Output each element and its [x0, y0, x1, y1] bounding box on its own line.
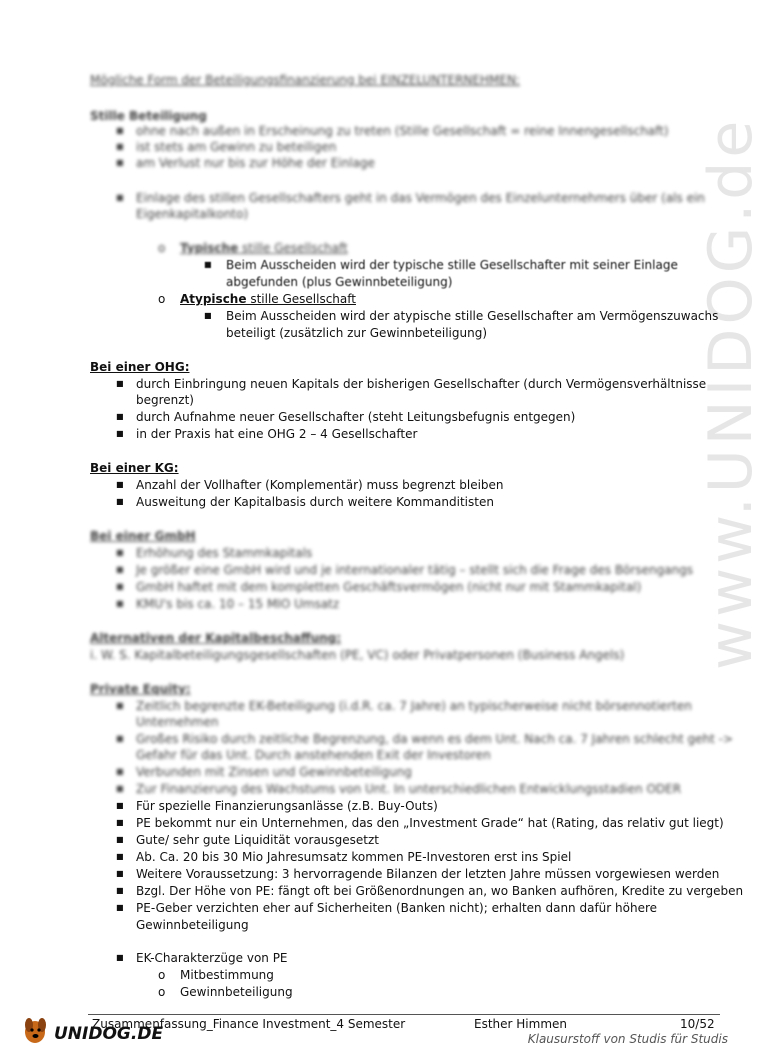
heading-top: Mögliche Form der Beteiligungsfinanzierung bei EINZELUNTERNEHMEN:	[90, 73, 520, 87]
stille-item: ohne nach außen in Erscheinung zu treten (Stille Gesellschaft = reine Innengesellschaft)	[136, 124, 669, 138]
bullet: ■	[116, 582, 124, 591]
pe-item: Für spezielle Finanzierungsanlässe (z.B. Buy-Outs)	[136, 799, 438, 813]
gmbh-item: KMU's bis ca. 10 – 15 MIO Umsatz	[136, 597, 340, 611]
bullet: ■	[116, 497, 124, 506]
bullet: ■	[116, 412, 124, 421]
pe-ek: EK-Charakterzüge von PE	[136, 951, 288, 965]
footer-doc: Zusammenfassung_Finance Investment_4 Semester	[92, 1017, 406, 1031]
atyp-sub-line: Beim Ausscheiden wird der atypische stille Gesellschafter am Vermögenszuwachs	[226, 309, 719, 323]
bullet: ■	[116, 734, 124, 743]
atyp-rest: stille Gesellschaft	[246, 292, 356, 306]
square-bullet: ■	[204, 311, 212, 320]
pe-item: Ab. Ca. 20 bis 30 Mio Jahresumsatz kommen PE-Investoren erst ins Spiel	[136, 850, 572, 864]
pe-item: PE bekommt nur ein Unternehmen, das den „Investment Grade“ hat (Rating, das relativ gut liegt)	[136, 816, 724, 830]
alternativen-title: Alternativen der Kapitalbeschaffung:	[90, 631, 342, 645]
watermark: www.UNIDOG.de	[696, 116, 766, 670]
atyp-bold: Atypische	[180, 292, 247, 306]
pe-item: Gewinnbeteiligung	[136, 918, 249, 932]
pe-blurred-item: Zeitlich begrenzte EK-Beteiligung (i.d.R. ca. 7 Jahre) an typischerweise nicht börsennotierten	[136, 699, 692, 713]
bullet: ■	[116, 429, 124, 438]
ohg-item: durch Aufnahme neuer Gesellschafter (steht Leitungsbefugnis entgegen)	[136, 410, 576, 424]
gmbh-item: GmbH haftet mit dem kompletten Geschäftsvermögen (nicht nur mit Stammkapital)	[136, 580, 642, 594]
kg-item: Ausweitung der Kapitalbasis durch weitere Kommanditisten	[136, 495, 494, 509]
stille-item: am Verlust nur bis zur Höhe der Einlage	[136, 156, 375, 170]
bullet: ■	[116, 701, 124, 710]
bullet: ■	[116, 565, 124, 574]
typ-line	[180, 240, 348, 256]
bullet: ■	[116, 869, 124, 878]
footer-divider	[88, 1014, 720, 1015]
pe-ek-sub: Mitbestimmung	[180, 968, 274, 982]
bullet: ■	[116, 801, 124, 810]
typ-sub-line: Beim Ausscheiden wird der typische stille Gesellschafter mit seiner Einlage	[226, 258, 678, 272]
bullet: ■	[116, 767, 124, 776]
typ-rest: stille Gesellschaft	[238, 241, 348, 255]
gmbh-title: Bei einer GmbH	[90, 529, 196, 543]
pe-item: Gute/ sehr gute Liquidität vorausgesetzt	[136, 833, 379, 847]
bullet: ■	[116, 548, 124, 557]
pe-blurred-item: Großes Risiko durch zeitliche Begrenzung, da wenn es dem Unt. Nach ca. 7 Jahren schlecht geht ->	[136, 732, 734, 746]
pe-ek-sub: Gewinnbeteiligung	[180, 985, 293, 999]
atyp-sub-line: beteiligt (zusätzlich zur Gewinnbeteiligung)	[226, 326, 488, 340]
circle-bullet: o	[158, 968, 166, 982]
circle-bullet: o	[158, 241, 166, 255]
bullet: ■	[116, 818, 124, 827]
bullet: ■	[116, 158, 124, 167]
bullet: ■	[116, 599, 124, 608]
typ-bold: Typische	[180, 241, 239, 255]
pe-item: PE-Geber verzichten eher auf Sicherheiten (Banken nicht); erhalten dann dafür höhere	[136, 901, 658, 915]
footer-slogan: Klausurstoff von Studis für Studis	[527, 1032, 728, 1046]
pe-item: Weitere Voraussetzung: 3 hervorragende Bilanzen der letzten Jahre müssen vorgewiesen werden	[136, 867, 720, 881]
bullet: ■	[116, 953, 124, 962]
pe-blurred-item: Unternehmen	[136, 715, 219, 729]
typ-sub-line: abgefunden (plus Gewinnbeteiligung)	[226, 275, 453, 289]
bullet: ■	[116, 903, 124, 912]
ohg-item: in der Praxis hat eine OHG 2 – 4 Gesellschafter	[136, 427, 418, 441]
bullet: ■	[116, 142, 124, 151]
bullet: ■	[116, 379, 124, 388]
ohg-item: begrenzt)	[136, 393, 194, 407]
circle-bullet: o	[158, 985, 166, 999]
pe-blurred-item: Verbunden mit Zinsen und Gewinnbeteiligung	[136, 765, 412, 779]
pe-item: Bzgl. Der Höhe von PE: fängt oft bei Größenordnungen an, wo Banken aufhören, Kredite zu vergeben	[136, 884, 744, 898]
bullet: ■	[116, 784, 124, 793]
ohg-item: durch Einbringung neuen Kapitals der bisherigen Gesellschafter (durch Vermögensverhältnisse	[136, 377, 707, 391]
logo-text: UNIDOG.DE	[54, 1024, 164, 1044]
ohg-title: Bei einer OHG:	[90, 360, 190, 374]
pe-blurred-item: Gefahr für das Unt. Durch anstehenden Exit der Investoren	[136, 748, 491, 762]
square-bullet: ■	[204, 260, 212, 269]
stille-title: Stille Beteiligung	[90, 109, 207, 123]
kg-item: Anzahl der Vollhafter (Komplementär) muss begrenzt bleiben	[136, 478, 504, 492]
gmbh-item: Erhöhung des Stammkapitals	[136, 546, 313, 560]
pe-blurred-item: Zur Finanzierung des Wachstums von Unt. In unterschiedlichen Entwicklungsstadien ODER	[136, 782, 682, 796]
footer-author: Esther Himmen	[474, 1017, 567, 1031]
gmbh-item: Je größer eine GmbH wird und je internationaler tätig – stellt sich die Frage des Börsengangs	[136, 563, 694, 577]
bullet: ■	[116, 852, 124, 861]
atyp-line	[180, 291, 356, 307]
pe-title: Private Equity:	[90, 682, 191, 696]
footer-page: 10/52	[680, 1017, 715, 1031]
einlage-line: Einlage des stillen Gesellschafters geht in das Vermögen des Einzelunternehmers über (als ein	[136, 191, 705, 205]
bullet: ■	[116, 835, 124, 844]
stille-item: ist stets am Gewinn zu beteiligen	[136, 140, 337, 154]
bullet: ■	[116, 480, 124, 489]
einlage-line: Eigenkapitalkonto)	[136, 207, 249, 221]
circle-bullet: o	[158, 292, 166, 306]
alternativen-text: i. W. S. Kapitalbeteiligungsgesellschaften (PE, VC) oder Privatpersonen (Business Angels)	[90, 648, 625, 662]
bullet: ■	[116, 193, 124, 202]
kg-title: Bei einer KG:	[90, 461, 179, 475]
bullet: ■	[116, 886, 124, 895]
bullet: ■	[116, 126, 124, 135]
